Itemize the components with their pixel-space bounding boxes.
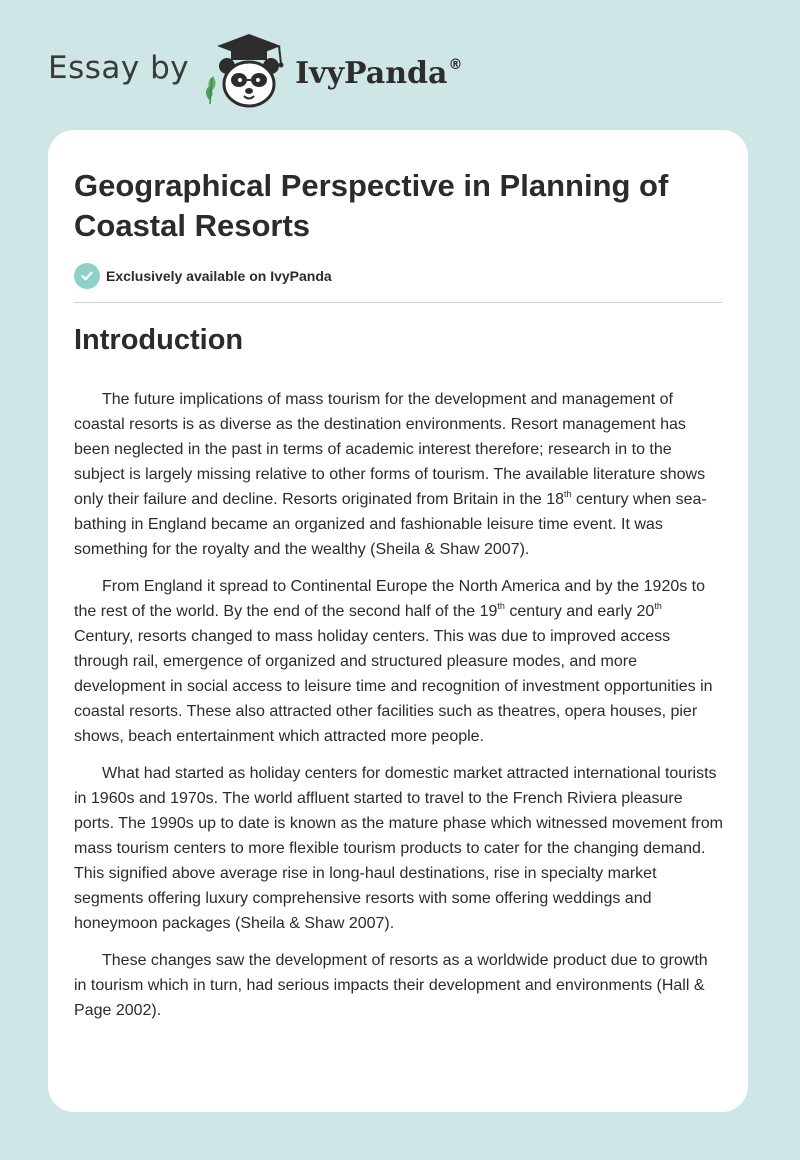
section-heading: Introduction: [74, 324, 244, 356]
brand-name[interactable]: IvyPanda®: [295, 55, 463, 91]
paragraph-4: These changes saw the development of resorts as a worldwide product due to growth in tourism which in turn, had serious impacts their development and environments (Hall & Page 2002).: [74, 952, 708, 1019]
paragraph-2: From England it spread to Continental Europe the North America and by the 1920s to the rest of the world. By the end of the second half of the 19th century and early 20th Century, resorts changed to mass holiday centers. This was due to improved access through rail, emergence of organized and structured pleasure modes, and more development in social access to leisure time and recognition of investment opportunities in coastal resorts. These also attracted other facilities such as theatres, opera houses, pier shows, beach entertainment which attracted more people.: [74, 578, 713, 745]
paragraph-3: What had started as holiday centers for domestic market attracted international tourists in 1960s and 1970s. The world affluent started to travel to the French Riviera pleasure ports. The 1990s up to date is known as the mature phase which witnessed movement from mass tourism centers to more flexible tourism products to cater for the changing demand. This signified above average rise in long-haul destinations, rise in specialty market segments offering luxury comprehensive resorts with some offering weddings and honeymoon packages (Sheila & Shaw 2007).: [74, 765, 723, 932]
essay-title: Geographical Perspective in Planning of Coastal Resorts: [74, 168, 669, 243]
exclusive-badge-text: Exclusively available on IvyPanda: [106, 268, 332, 284]
check-circle-icon: [74, 263, 100, 289]
title-divider: [74, 302, 722, 303]
panda-graduate-logo-icon[interactable]: [203, 30, 289, 110]
paragraph-1: The future implications of mass tourism for the development and management of coastal resorts is as diverse as the destination environments. Resort management has been neglected in the past in terms of academic interest therefore; research in to the subject is largely missing relative to other forms of tourism. The available literature shows only their failure and decline. Resorts originated from Britain in the 18th century when sea-bathing in England became an organized and fashionable leisure time event. It was something for the royalty and the wealthy (Sheila & Shaw 2007).: [74, 391, 707, 558]
essay-body: [74, 387, 724, 1035]
essay-card: [48, 130, 748, 1112]
essay-by-label: Essay by: [48, 50, 190, 86]
site-header: [48, 30, 462, 110]
exclusive-badge: [74, 263, 332, 289]
registered-mark: ®: [448, 56, 463, 73]
